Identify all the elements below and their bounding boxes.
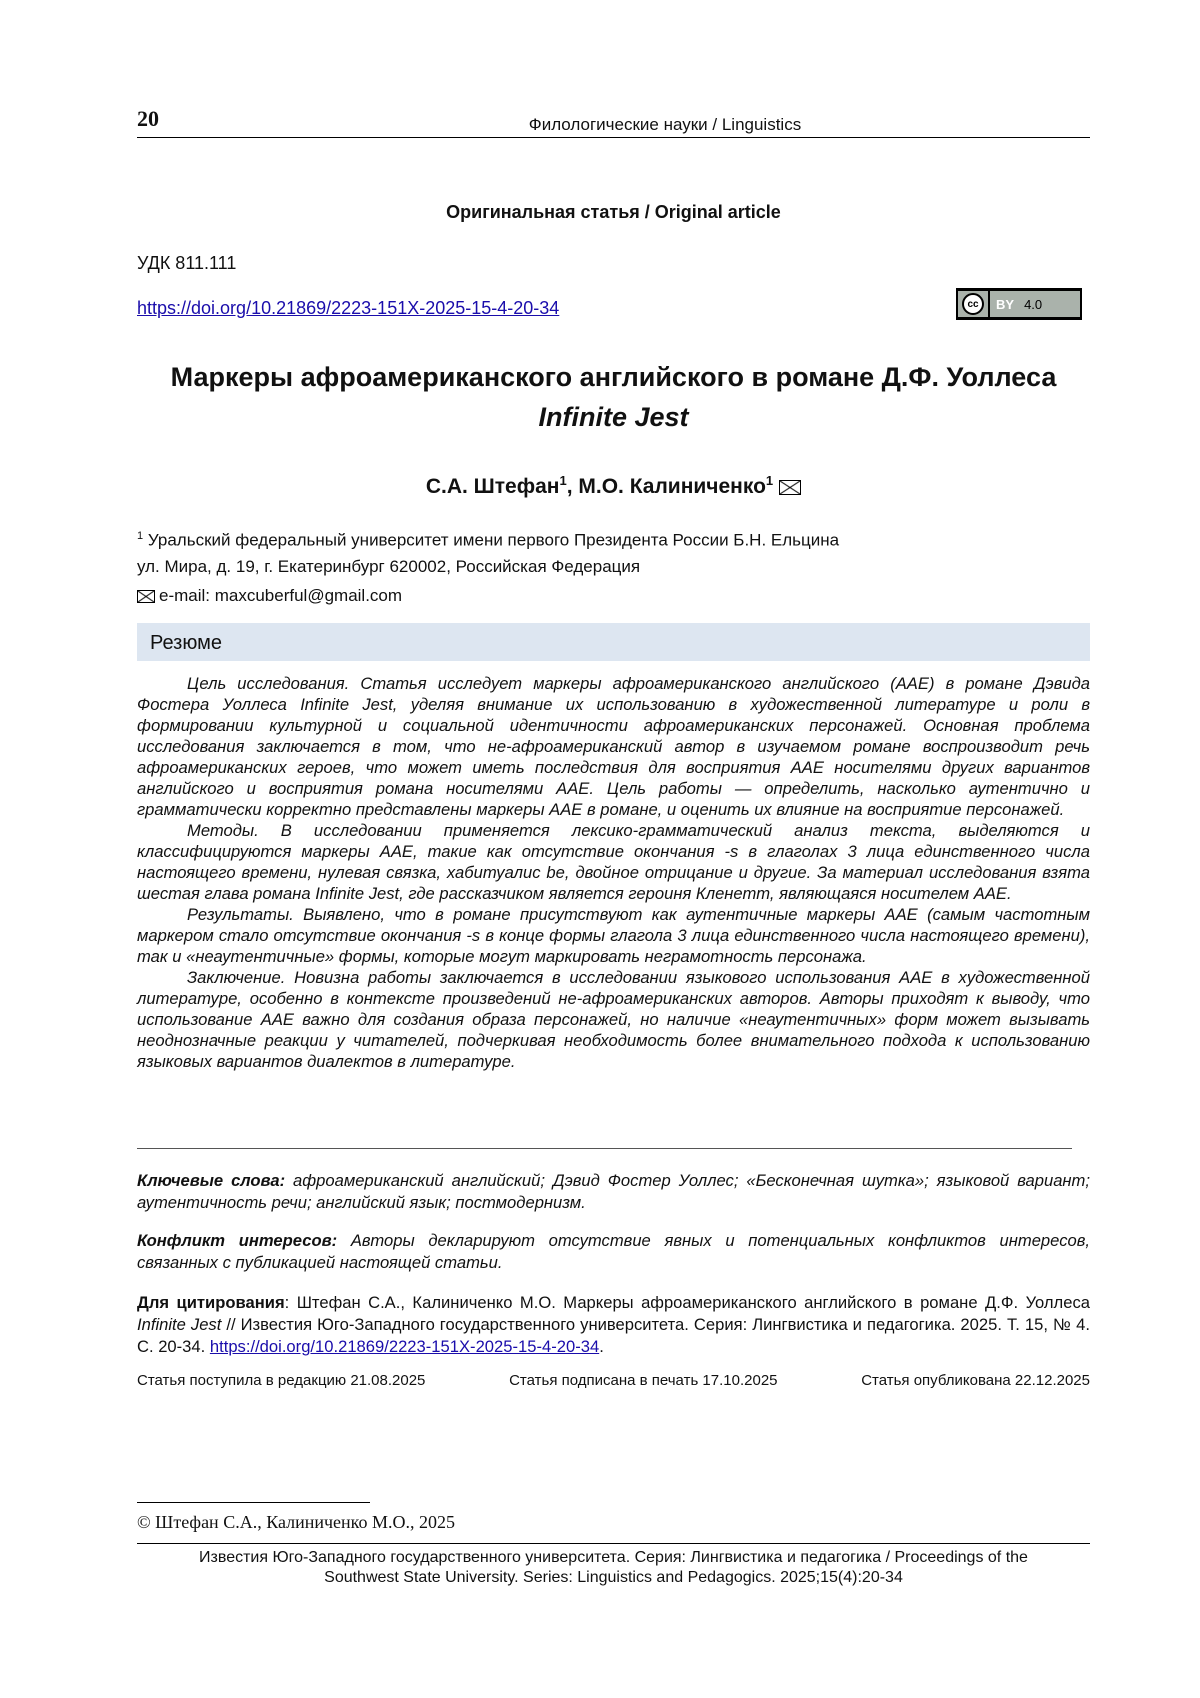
keywords-label: Ключевые слова: — [137, 1171, 286, 1190]
title-line-2: Infinite Jest — [538, 402, 689, 432]
cc-license-text — [990, 291, 1080, 317]
envelope-icon[interactable] — [779, 480, 801, 495]
email-text[interactable]: e-mail: maxcuberful@gmail.com — [159, 586, 403, 605]
abstract-end-rule — [137, 1148, 1072, 1149]
abstract-heading: Резюме — [150, 632, 222, 654]
udc-code: УДК 811.111 — [137, 253, 237, 273]
author-2: М.О. Калиниченко — [578, 475, 766, 498]
footer-rule — [137, 1543, 1090, 1544]
affiliation-line-1 — [137, 523, 839, 554]
authors — [137, 473, 1090, 499]
header-rule — [137, 137, 1090, 138]
date-received: Статья поступила в редакцию 21.08.2025 — [137, 1372, 426, 1389]
abstract-body — [137, 673, 1090, 1072]
contact-email — [137, 586, 402, 606]
citation-end: . — [599, 1337, 604, 1356]
citation-label: Для цитирования — [137, 1293, 285, 1312]
affiliation — [137, 523, 839, 580]
cc-logo-icon — [958, 291, 988, 317]
conflict-of-interest — [137, 1230, 1090, 1274]
citation — [137, 1292, 1090, 1358]
cc-by-license-badge[interactable] — [956, 288, 1082, 320]
affiliation-institution: Уральский федеральный университет имени первого Президента России Б.Н. Ельцина — [143, 530, 840, 550]
article-title — [137, 357, 1090, 437]
citation-part-2: // Известия Юго-Западного государственного университета. Серия: Лингвистика и педагогика. 2025. Т. 15, № 4. С. 20-34. — [137, 1315, 1090, 1356]
affiliation-address: ул. Мира, д. 19, г. Екатеринбург 620002, Российская Федерация — [137, 556, 641, 576]
abstract-heading-bar — [137, 623, 1090, 661]
envelope-icon — [137, 590, 155, 603]
page-number: 20 — [137, 106, 159, 131]
cc-version-label: 4.0 — [1024, 296, 1043, 312]
footer-journal-line-1: Известия Юго-Западного государственного университета. Серия: Лингвистика и педагогика / Proceedings of the — [199, 1549, 1028, 1566]
citation-part-1: : Штефан С.А., Калиниченко М.О. Маркеры афроамериканского английского в романе Д.Ф. Уоллеса — [284, 1293, 1090, 1312]
article-type: Оригинальная статья / Original article — [446, 202, 781, 222]
author-separator: , — [566, 475, 579, 498]
author-1-affiliation-mark: 1 — [559, 473, 567, 488]
footer-journal-info — [137, 1548, 1090, 1588]
doi-link[interactable]: https://doi.org/10.21869/2223-151X-2025-15-4-20-34 — [137, 298, 560, 318]
author-2-affiliation-mark: 1 — [765, 473, 774, 488]
copyright: © Штефан С.А., Калиниченко М.О., 2025 — [137, 1512, 456, 1532]
abstract-paragraph-methods: Методы. В исследовании применяется лексико-грамматический анализ текста, выделяются и классифицируются маркеры AAE, такие как отсутствие окончания -s в глаголах 3 лица единственного числа настоящего времени, нулевая связка, хабитуалис be, двойное отрицание и другие. За материал исследования взята шестая глава романа Infinite Jest, где рассказчиком является героиня Кленетт, являющаяся носителем AAE. — [137, 821, 1090, 903]
abstract-paragraph-conclusion: Заключение. Новизна работы заключается в исследовании языкового использования AAE в художественной литературе, особенно в контексте произведений не-афроамериканских авторов. Авторы приходят к выводу, что использование AAE важно для создания образа персонажей, но наличие «неаутентичных» форм может вызывать неоднозначные реакции у читателей, подчеркивая необходимость более внимательного подхода к использованию языковых вариантов диалектов в литературе. — [137, 968, 1090, 1071]
citation-doi-link[interactable]: https://doi.org/10.21869/2223-151X-2025-15-4-20-34 — [209, 1337, 600, 1356]
affiliation-mark: 1 — [137, 530, 144, 542]
keywords-value: афроамериканский английский; Дэвид Фостер Уоллес; «Бесконечная шутка»; языковой вариант; аутентичность речи; английский язык; постмодернизм. — [137, 1171, 1090, 1212]
running-head: Филологические науки / Linguistics — [528, 115, 802, 134]
footnote-rule — [137, 1502, 370, 1503]
conflict-label: Конфликт интересов: — [137, 1231, 338, 1250]
abstract-paragraph-results: Результаты. Выявлено, что в романе присутствуют как аутентичные маркеры AAE (самым частотным маркером стало отсутствие окончания -s в конце формы глагола 3 лица единственного числа настоящего времени), так и «неаутентичные» формы, которые могут маркировать неграмотность персонажа. — [137, 905, 1090, 966]
citation-work-title: Infinite Jest — [137, 1315, 222, 1334]
title-line-1: Маркеры афроамериканского английского в романе Д.Ф. Уоллеса — [170, 362, 1057, 392]
keywords — [137, 1170, 1090, 1214]
date-signed: Статья подписана в печать 17.10.2025 — [509, 1372, 778, 1389]
date-published: Статья опубликована 22.12.2025 — [861, 1372, 1090, 1389]
publication-dates — [137, 1372, 1090, 1389]
cc-by-label: BY — [996, 296, 1015, 312]
abstract-paragraph-purpose: Цель исследования. Статья исследует маркеры афроамериканского английского (AAE) в романе Дэвида Фостера Уоллеса Infinite Jest, уделяя внимание их использованию в художественной литературе и роли в формировании культурной и социальной идентичности афроамериканских персонажей. Основная проблема исследования заключается в том, что не-афроамериканский автор в изучаемом романе воспроизводит речь афроамериканских героев, что может иметь последствия для восприятия AAE носителями других вариантов английского и восприятия романа носителями AAE. Цель работы — определить, насколько аутентично и грамматически корректно представлены маркеры AAE в романе, и оценить их влияние на восприятие персонажей. — [137, 674, 1090, 819]
footer-journal-line-2: Southwest State University. Series: Linguistics and Pedagogics. 2025;15(4):20-34 — [324, 1569, 903, 1586]
author-1: С.А. Штефан — [425, 475, 560, 498]
conflict-value: Авторы декларируют отсутствие явных и потенциальных конфликтов интересов, связанных с публикацией настоящей статьи. — [137, 1231, 1090, 1272]
cc-circle: cc — [962, 293, 984, 315]
